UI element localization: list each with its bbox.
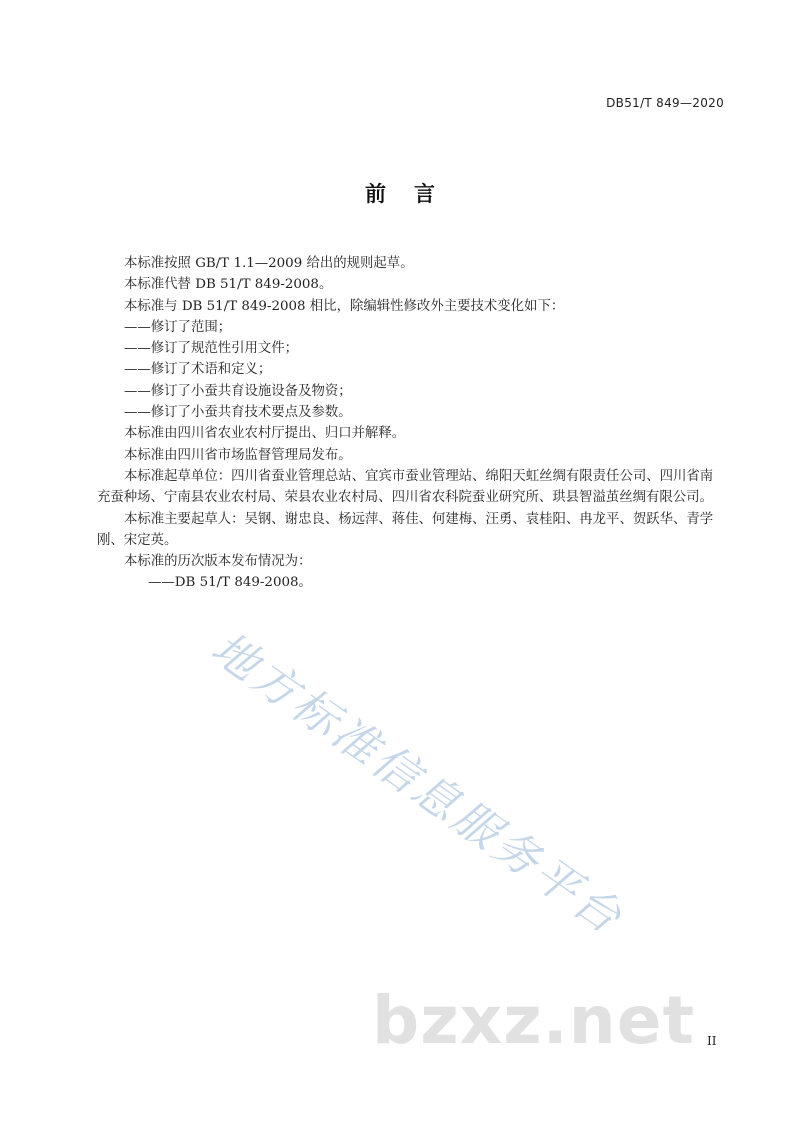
- list-item: ——修订了范围；: [124, 319, 232, 335]
- paragraph-issued-by: 本标准由四川省市场监督管理局发布。: [124, 447, 352, 463]
- foreword-body: [97, 253, 723, 594]
- watermark-chinese: 地方标准信息服务平台: [201, 621, 634, 946]
- list-item: ——修订了小蚕共育设施设备及物资；: [124, 383, 352, 399]
- watermark-english: bzxz.net: [372, 982, 696, 1059]
- list-item: ——修订了规范性引用文件；: [124, 341, 299, 357]
- paragraph-proposed-by: 本标准由四川省农业农村厅提出、归口并解释。: [124, 426, 406, 442]
- paragraph-drafting-units: 本标准起草单位：四川省蚕业管理总站、宜宾市蚕业管理站、绵阳天虹丝绸有限责任公司、四川省南充蚕种场、宁南县农业农村局、荣县农业农村局、四川省农科院蚕业研究所、珙县智溢茧丝绸有限公司。: [97, 468, 714, 506]
- page-number: II: [707, 1034, 717, 1048]
- paragraph-history-intro: 本标准的历次版本发布情况为：: [124, 554, 312, 570]
- history-item: ——DB 51/T 849-2008。: [148, 575, 312, 591]
- paragraph-drafters: 本标准主要起草人：吴钢、谢忠良、杨远萍、蒋佳、何建梅、汪勇、袁桂阳、冉龙平、贺跃华、青学刚、宋定英。: [97, 511, 714, 548]
- paragraph-replaces: 本标准代替 DB 51/T 849-2008。: [124, 277, 333, 293]
- list-item: ——修订了术语和定义；: [124, 362, 272, 378]
- list-item: ——修订了小蚕共育技术要点及参数。: [124, 405, 352, 421]
- paragraph-drafting-rules: 本标准按照 GB/T 1.1—2009 给出的规则起草。: [124, 256, 414, 271]
- page-title: 前言: [365, 182, 463, 206]
- document-code: DB51/T 849—2020: [606, 96, 724, 110]
- paragraph-changes-intro: 本标准与 DB 51/T 849-2008 相比，除编辑性修改外主要技术变化如下：: [124, 298, 565, 314]
